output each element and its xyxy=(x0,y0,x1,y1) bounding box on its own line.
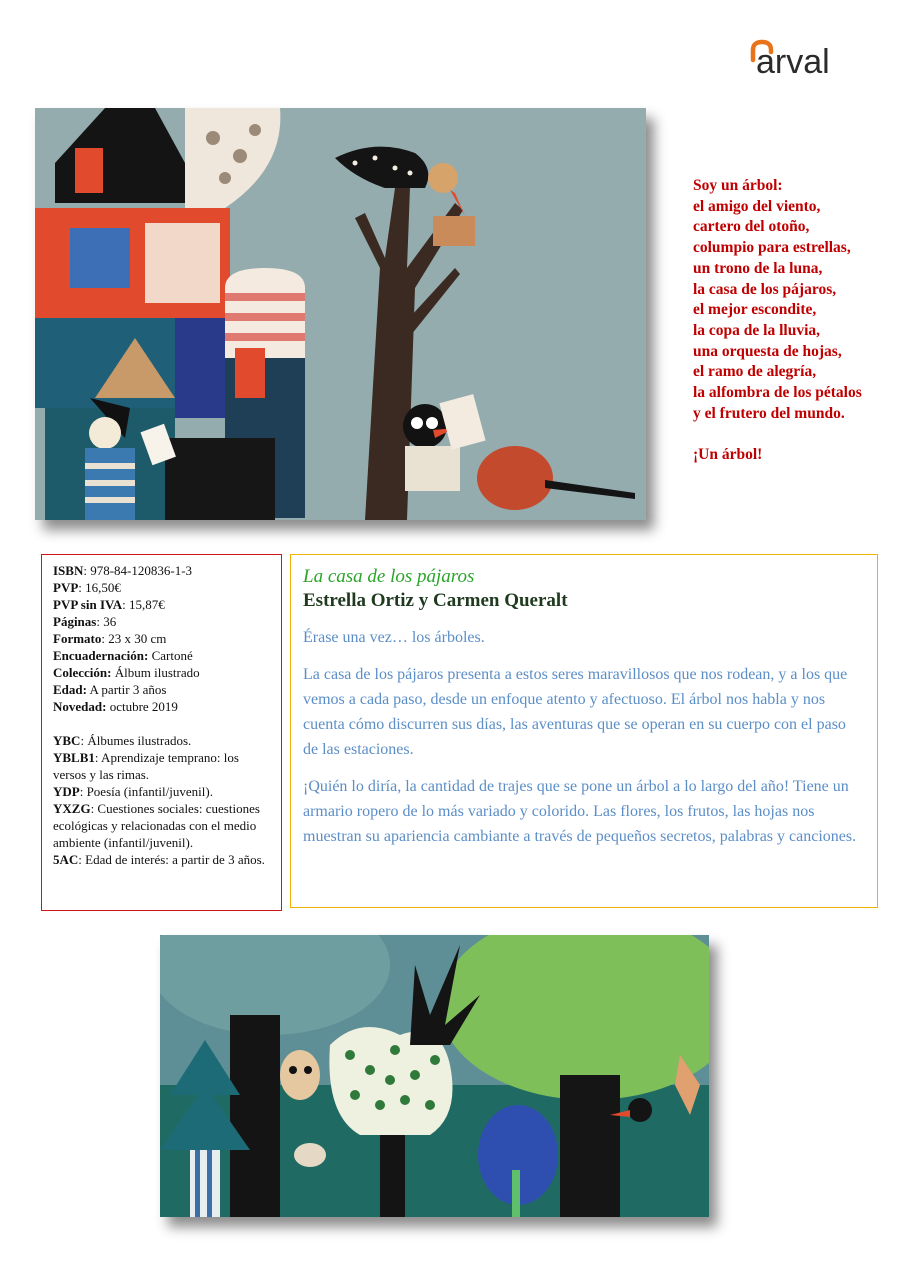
spec-encuadernacion: Encuadernación: Cartoné xyxy=(53,648,193,663)
book-specs-box xyxy=(41,554,282,911)
poem-line: columpio para estrellas, xyxy=(693,239,851,257)
book-title: La casa de los pájaros xyxy=(303,566,475,587)
poem-line: el amigo del viento, xyxy=(693,197,821,215)
poem-line: la casa de los pájaros, xyxy=(693,280,837,298)
poem-line: Soy un árbol: xyxy=(693,177,783,194)
poem-line: la alfombra de los pétalos xyxy=(693,384,862,402)
spec-yxzg: YXZG: Cuestiones sociales: cuestiones ecológicas y relacionadas con el medio ambiente (infantil/juvenil). xyxy=(53,801,260,850)
spec-novedad: Novedad: octubre 2019 xyxy=(53,699,178,714)
poem-line: el mejor escondite, xyxy=(693,301,817,319)
spec-pvp-sin-iva: PVP sin IVA: 15,87€ xyxy=(53,597,165,612)
poem-line: cartero del otoño, xyxy=(693,218,810,236)
spec-isbn: ISBN: 978-84-120836-1-3 xyxy=(53,563,193,578)
description-intro: Érase una vez… los árboles. xyxy=(303,629,485,646)
illustration-tree-house xyxy=(35,108,646,520)
logo-text: arval xyxy=(756,43,830,81)
poem-exclamation: ¡Un árbol! xyxy=(693,446,763,464)
poem xyxy=(693,176,898,466)
spec-ybc: YBC: Álbumes ilustrados. xyxy=(53,733,192,748)
poem-line: una orquesta de hojas, xyxy=(693,342,842,360)
spec-5ac: 5AC: Edad de interés: a partir de 3 años. xyxy=(53,852,265,867)
poem-line: un trono de la luna, xyxy=(693,259,823,277)
poem-line: el ramo de alegría, xyxy=(693,363,817,381)
spec-coleccion: Colección: Álbum ilustrado xyxy=(53,665,200,680)
spec-paginas: Páginas: 36 xyxy=(53,614,117,629)
spec-formato: Formato: 23 x 30 cm xyxy=(53,631,167,646)
spec-yblb1: YBLB1: Aprendizaje temprano: los versos y las rimas. xyxy=(53,750,239,782)
description-paragraph: La casa de los pájaros presenta a estos seres maravillosos que nos rodean, y a los que vemos a cada paso, desde un enfoque atento y afectuoso. El árbol nos habla y nos cuenta cómo discurren sus días, las aventuras que se operan en su cuerpo con el paso de las estaciones. xyxy=(303,666,848,758)
book-description-box xyxy=(290,554,878,908)
poem-line: y el frutero del mundo. xyxy=(693,404,845,422)
poem-line: la copa de la lluvia, xyxy=(693,321,821,339)
book-authors: Estrella Ortiz y Carmen Queralt xyxy=(303,590,568,611)
description-paragraph: ¡Quién lo diría, la cantidad de trajes que se pone un árbol a lo largo del año! Tiene un armario ropero de lo más variado y colorido. Las flores, los frutos, las hojas nos muestran su apariencia cambiante a través de pequeños secretos, palabras y canciones. xyxy=(303,778,857,845)
spec-ydp: YDP: Poesía (infantil/juvenil). xyxy=(53,784,213,799)
illustration-forest xyxy=(160,935,709,1217)
spec-edad: Edad: A partir 3 años xyxy=(53,682,167,697)
spacer xyxy=(53,715,274,732)
spec-pvp: PVP: 16,50€ xyxy=(53,580,121,595)
publisher-logo xyxy=(748,38,873,82)
